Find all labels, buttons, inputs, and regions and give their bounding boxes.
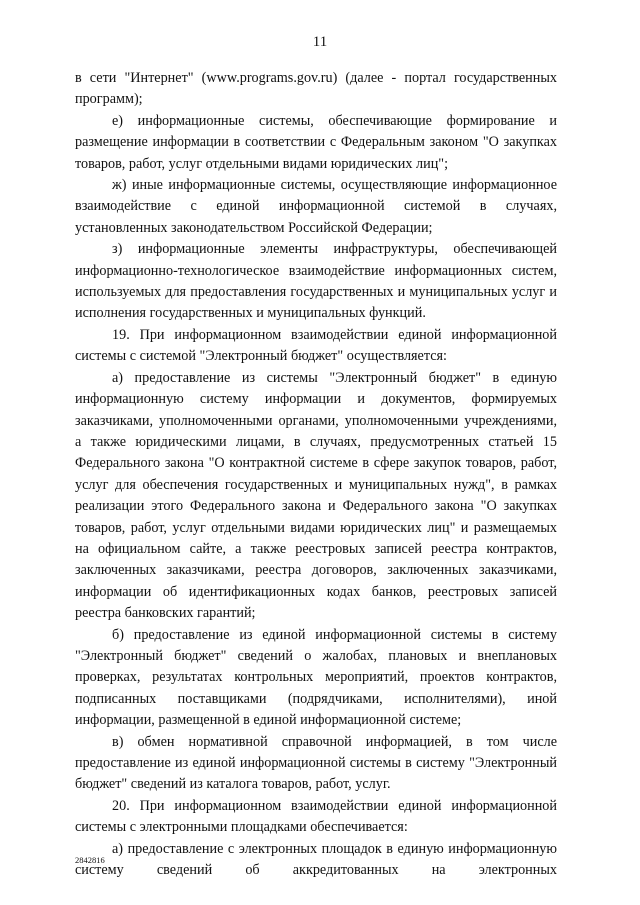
page-number: 11 <box>312 34 328 50</box>
paragraph-clause-20-a: а) предоставление с электронных площадок в единую информационную систему сведений об аккредитованных на электронных <box>75 840 557 879</box>
paragraph-item-e: е) информационные системы, обеспечивающие формирование и размещение информации в соответствии с Федеральным законом "О закупках товаров, работ, услуг отдельными видами юридических лиц"; <box>75 112 557 172</box>
paragraph-clause-20: 20. При информационном взаимодействии единой информационной системы с электронными площадками обеспечивается: <box>75 797 557 836</box>
paragraph-clause-19: 19. При информационном взаимодействии единой информационной системы с системой "Электронный бюджет" осуществляется: <box>75 326 557 365</box>
paragraph-continuation: в сети "Интернет" (www.programs.gov.ru) (далее - портал государственных программ); <box>75 70 557 108</box>
paragraph-clause-19-a: а) предоставление из системы "Электронный бюджет" в единую информационную систему информации и документов, формируемых заказчиками, уполномоченными органами, уполномоченными учреждениями, а также юридическими лицами, в случаях, предусмотренных статьей 15 Федерального закона "О контрактной системе в сфере закупок товаров, работ, услуг для обеспечения государственных и муниципальных нужд", в рамках реализации этого Федерального закона и Федерального закона "О закупках товаров, работ, услуг отдельными видами юридических лиц" и размещаемых на официальном сайте, а также реестровых записей реестра контрактов, заключенных заказчиками, реестра договоров, заключенных заказчиками, информации об идентификационных кодах банков, реестровых записей реестра банковских гарантий; <box>75 369 557 622</box>
paragraph-clause-19-b: б) предоставление из единой информационной системы в систему "Электронный бюджет" сведений о жалобах, плановых и внеплановых проверках, результатах контрольных мероприятий, проектов контрактов, подписанных поставщиками (подрядчиками, исполнителями), иной информации, размещенной в единой информационной системе; <box>75 626 557 729</box>
document-body <box>75 68 557 881</box>
paragraph-clause-19-v: в) обмен нормативной справочной информацией, в том числе предоставление из единой информационной системы в систему "Электронный бюджет" сведений из каталога товаров, работ, услуг. <box>75 733 557 793</box>
paragraph-item-zh: ж) иные информационные системы, осуществляющие информационное взаимодействие с единой информационной системой в случаях, установленных законодательством Российской Федерации; <box>75 177 557 236</box>
document-code: 2842816 <box>75 855 105 865</box>
paragraph-item-z: з) информационные элементы инфраструктуры, обеспечивающей информационно-технологическое взаимодействие информационных систем, используемых для предоставления государственных и муниципальных услуг и исполнения государственных и муниципальных функций. <box>75 241 557 322</box>
